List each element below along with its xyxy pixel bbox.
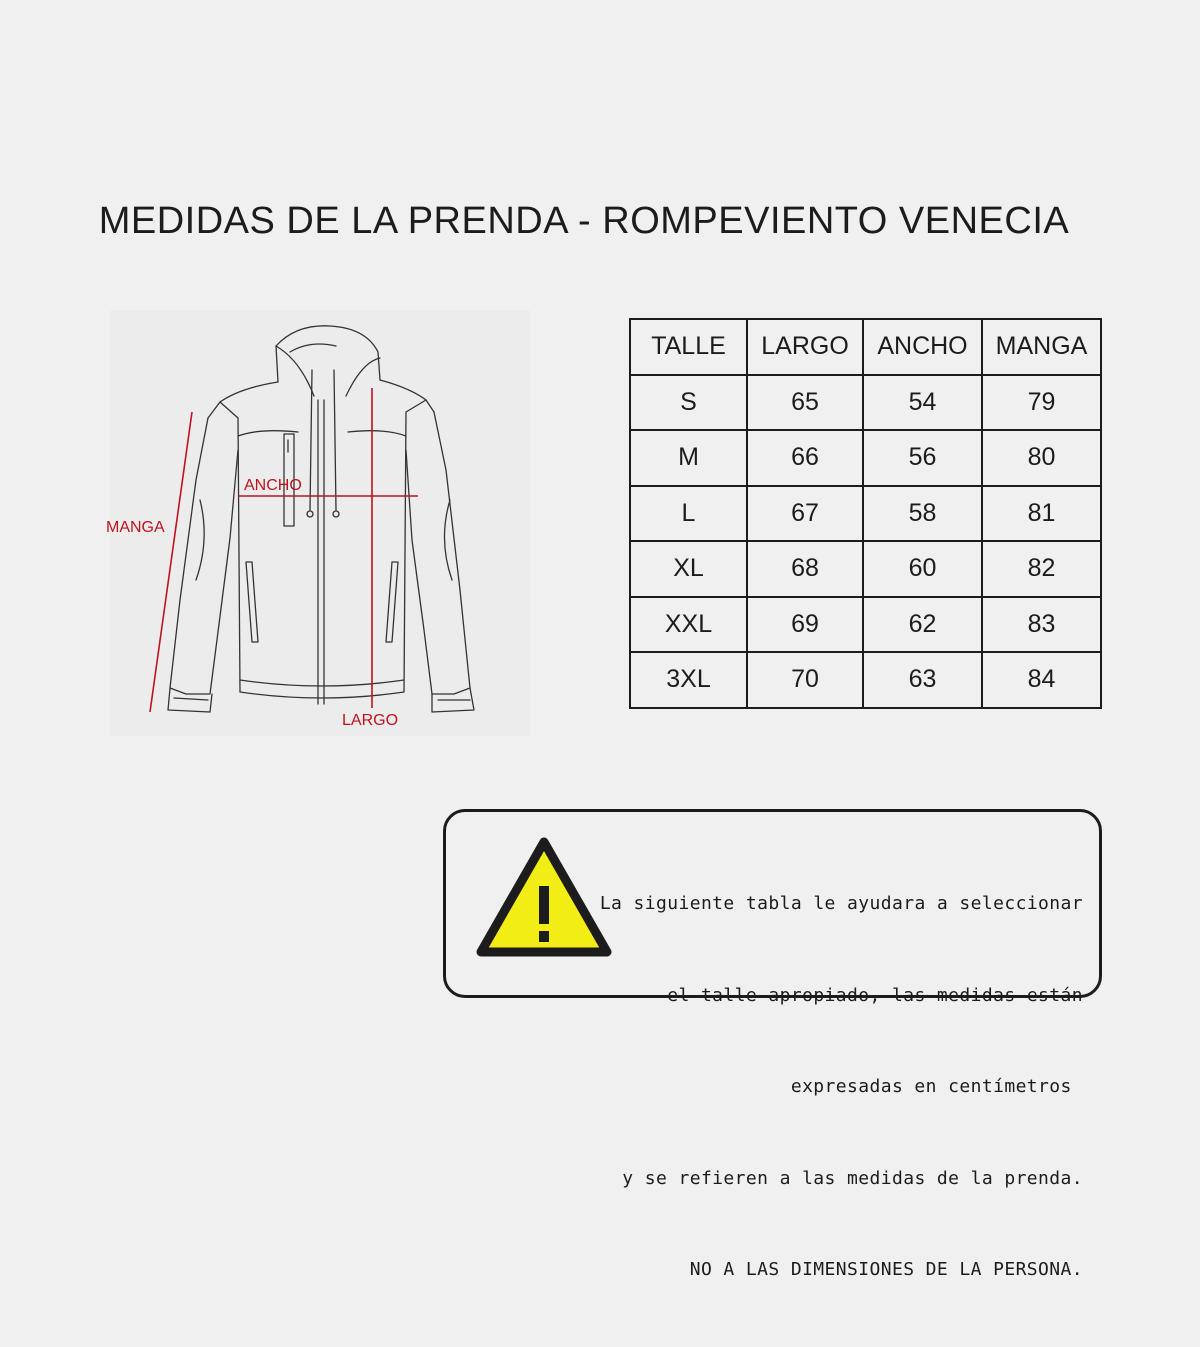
size-table — [629, 318, 1102, 709]
cell-manga: 83 — [982, 597, 1101, 653]
header-ancho: ANCHO — [863, 319, 982, 375]
table-row — [630, 652, 1101, 708]
table-row — [630, 486, 1101, 542]
jacket-illustration — [100, 300, 540, 740]
cell-ancho: 62 — [863, 597, 982, 653]
notice-line-emphasis: NO A LAS DIMENSIONES DE LA PERSONA. — [689, 1259, 1083, 1280]
cell-manga: 79 — [982, 375, 1101, 431]
header-talle: TALLE — [630, 319, 747, 375]
cell-manga: 84 — [982, 652, 1101, 708]
cell-ancho: 58 — [863, 486, 982, 542]
table-row — [630, 541, 1101, 597]
cell-largo: 70 — [747, 652, 863, 708]
cell-ancho: 63 — [863, 652, 982, 708]
cell-manga: 81 — [982, 486, 1101, 542]
notice-line: La siguiente tabla le ayudara a seleccionar — [599, 893, 1083, 914]
notice-line: y se refieren a las medidas de la prenda. — [622, 1167, 1083, 1189]
cell-largo: 65 — [747, 375, 863, 431]
cell-manga: 80 — [982, 430, 1101, 486]
cell-largo: 66 — [747, 430, 863, 486]
notice-box — [443, 809, 1102, 1280]
table-row — [630, 597, 1101, 653]
header-manga: MANGA — [982, 319, 1101, 375]
table-row — [630, 375, 1101, 431]
cell-ancho: 54 — [863, 375, 982, 431]
cell-largo: 69 — [747, 597, 863, 653]
cell-ancho: 56 — [863, 430, 982, 486]
cell-talle: XL — [630, 541, 747, 597]
largo-label: LARGO — [342, 712, 399, 729]
cell-talle: XXL — [630, 597, 747, 653]
notice-text — [600, 828, 1083, 1347]
table-row — [630, 430, 1101, 486]
manga-label: MANGA — [106, 519, 165, 536]
cell-largo: 68 — [747, 541, 863, 597]
cell-ancho: 60 — [863, 541, 982, 597]
header-largo: LARGO — [747, 319, 863, 375]
warning-icon — [473, 834, 615, 962]
ancho-label: ANCHO — [244, 477, 302, 494]
table-header-row — [630, 319, 1101, 375]
page-title: MEDIDAS DE LA PRENDA - ROMPEVIENTO VENECIA — [98, 200, 1070, 242]
cell-talle: M — [630, 430, 747, 486]
notice-line: expresadas en centímetros — [790, 1076, 1083, 1097]
cell-largo: 67 — [747, 486, 863, 542]
notice-line: el talle apropiado, las medidas están — [667, 984, 1083, 1006]
cell-talle: 3XL — [630, 652, 747, 708]
cell-talle: S — [630, 375, 747, 431]
cell-talle: L — [630, 486, 747, 542]
cell-manga: 82 — [982, 541, 1101, 597]
garment-diagram — [100, 300, 540, 740]
